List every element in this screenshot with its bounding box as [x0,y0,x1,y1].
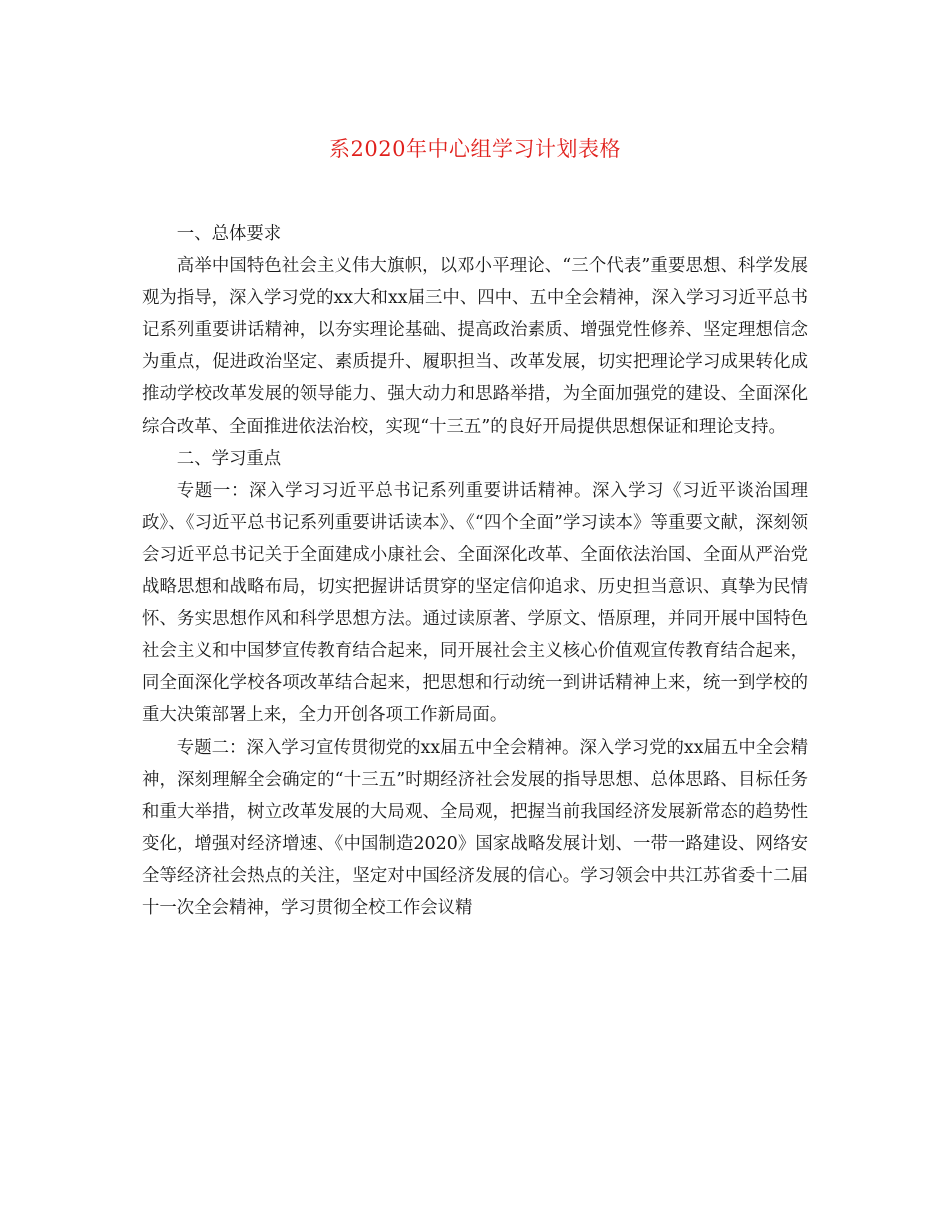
section-heading-study-focus: 二、学习重点 [176,448,282,469]
paragraph-general-requirements: 高举中国特色社会主义伟大旗帜，以邓小平理论、“三个代表”重要思想、科学发展观为指导，深入学习党的xx大和xx届三中、四中、五中全会精神，深入学习习近平总书记系列重要讲话精神，以夯实理论基础、提高政治素质、增强党性修养、坚定理想信念为重点，促进政治坚定、素质提升、履职担当、改革发展，切实把理论学习成果转化成推动学校改革发展的领导能力、强大动力和思路举措，为全面加强党的建设、全面深化综合改革、全面推进依法治校，实现“十三五”的良好开局提供思想保证和理论支持。 [142,256,808,437]
paragraph-topic-one: 专题一：深入学习习近平总书记系列重要讲话精神。深入学习《习近平谈治国理政》、《习近平总书记系列重要讲话读本》、《“四个全面”学习读本》等重要文献，深刻领会习近平总书记关于全面建成小康社会、全面深化改革、全面依法治国、全面从严治党战略思想和战略布局，切实把握讲话贯穿的坚定信仰追求、历史担当意识、真挚为民情怀、务实思想作风和科学思想方法。通过读原著、学原文、悟原理，并同开展中国特色社会主义和中国梦宣传教育结合起来，同开展社会主义核心价值观宣传教育结合起来，同全面深化学校各项改革结合起来，把思想和行动统一到讲话精神上来，统一到学校的重大决策部署上来，全力开创各项工作新局面。 [142,480,808,726]
section-heading-general-requirements: 一、总体要求 [176,224,282,244]
paragraph-topic-two: 专题二：深入学习宣传贯彻党的xx届五中全会精神。深入学习党的xx届五中全会精神，深刻理解全会确定的“十三五”时期经济社会发展的指导思想、总体思路、目标任务和重大举措，树立改革发展的大局观、全局观，把握当前我国经济发展新常态的趋势性变化，增强对经济增速、《中国制造2020》国家战略发展计划、一带一路建设、网络安全等经济社会热点的关注，坚定对中国经济发展的信心。学习领会中共江苏省委十二届十一次全会精神，学习贯彻全校工作会议精 [142,737,808,918]
document-body [142,218,808,924]
document-title: 系2020年中心组学习计划表格 [329,137,621,161]
